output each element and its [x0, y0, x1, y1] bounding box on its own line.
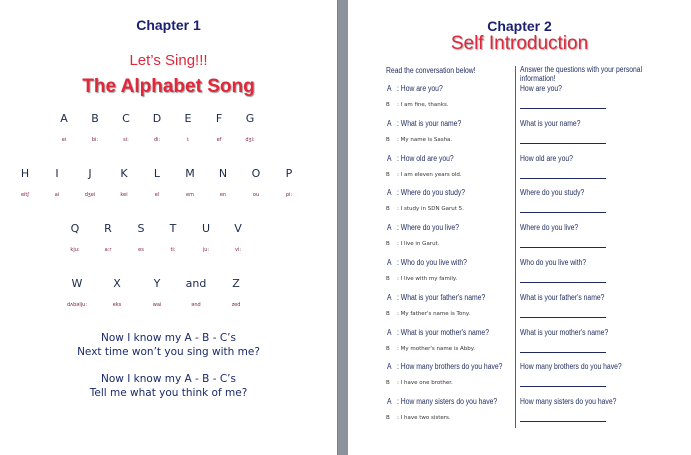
answer-b: : My name is Sasha.	[397, 136, 453, 143]
letter-pronunciation: bi:	[91, 137, 99, 143]
alphabet-letter: H	[20, 167, 30, 180]
answer-prompt: How many sisters do you have?	[520, 397, 617, 407]
answer-b: : My mother's name is Abby.	[397, 345, 475, 352]
letter-pronunciation: es	[138, 247, 144, 253]
answer-b: : I live in Garut.	[397, 241, 440, 248]
question-a: : Who do you live with?	[397, 258, 467, 267]
right-column-header: Answer the questions with your personal information!	[520, 65, 643, 83]
letter-pronunciation: ef	[216, 137, 222, 143]
answer-line-input[interactable]	[520, 352, 606, 353]
letter-pronunciation: ei	[61, 137, 67, 143]
alphabet-letter: Y	[153, 277, 161, 290]
answer-line-input[interactable]	[520, 282, 606, 283]
alphabet-letter: L	[153, 167, 161, 180]
alphabet-letter: O	[251, 167, 261, 180]
speaker-a-label: A	[387, 153, 392, 163]
alphabet-letter: N	[218, 167, 228, 180]
speaker-b-label: B	[386, 136, 390, 143]
letter-pronunciation: eitʃ	[20, 192, 30, 198]
alphabet-letter: Q	[70, 222, 80, 235]
answer-line-input[interactable]	[520, 317, 606, 318]
answer-prompt: What is your father's name?	[520, 292, 605, 302]
speaker-a-label: A	[387, 188, 392, 198]
letter-pronunciation: a:r	[104, 247, 112, 253]
alphabet-letter: R	[104, 222, 112, 235]
alphabet-letter: F	[215, 112, 223, 125]
alphabet-letter: K	[120, 167, 128, 180]
song-line: Now I know my A - B - C’s	[101, 332, 236, 344]
answer-b: : I have one brother.	[397, 380, 453, 387]
alphabet-letter: and	[185, 277, 207, 290]
letter-pronunciation: dʌbəlju:	[66, 302, 88, 308]
alphabet-letter: M	[185, 167, 195, 180]
letter-pronunciation: dʒei	[84, 192, 96, 198]
letter-pronunciation: ju:	[202, 247, 210, 253]
speaker-b-label: B	[386, 380, 390, 387]
alphabet-letter: W	[71, 277, 83, 290]
letter-pronunciation: si:	[123, 137, 129, 143]
answer-b: : I am fine, thanks.	[397, 102, 449, 108]
speaker-b-label: B	[386, 276, 390, 282]
letter-pronunciation: em	[186, 192, 194, 198]
letter-pronunciation: i:	[186, 137, 190, 143]
answer-prompt: What is your name?	[520, 118, 581, 128]
speaker-b-label: B	[386, 345, 390, 352]
question-a: : What is your father's name?	[397, 292, 486, 302]
answer-line-input[interactable]	[520, 386, 606, 387]
song-line: Now I know my A - B - C’s	[101, 373, 236, 385]
question-a: : What is your name?	[397, 118, 462, 128]
question-a: : Where do you study?	[397, 188, 466, 198]
answer-prompt: What is your mother's name?	[520, 327, 609, 337]
answer-prompt: How old are you?	[520, 153, 573, 163]
question-a: : How many sisters do you have?	[397, 397, 498, 407]
answer-prompt: Where do you live?	[520, 223, 579, 233]
alphabet-letter: J	[88, 167, 92, 180]
answer-line-input[interactable]	[520, 247, 606, 248]
song-line: Tell me what you think of me?	[89, 387, 248, 399]
alphabet-letter: V	[234, 222, 242, 235]
letter-pronunciation: eks	[112, 302, 122, 308]
chapter-1-heading: Chapter 1	[136, 17, 201, 33]
answer-b: : I have two sisters.	[397, 415, 451, 422]
speaker-b-label: B	[386, 206, 390, 213]
answer-prompt: How are you?	[520, 84, 562, 93]
answer-b: : I study in SDN Garut 5.	[397, 206, 464, 213]
answer-b: : I am eleven years old.	[397, 171, 462, 178]
alphabet-letter: T	[169, 222, 177, 235]
letter-pronunciation: ti:	[170, 247, 176, 253]
alphabet-letter: E	[184, 112, 192, 125]
alphabet-letter: G	[245, 112, 255, 125]
column-divider	[515, 66, 516, 428]
speaker-b-label: B	[386, 415, 390, 422]
alphabet-letter: C	[122, 112, 130, 125]
speaker-b-label: B	[386, 310, 390, 317]
alphabet-letter: B	[91, 112, 99, 125]
answer-prompt: How many brothers do you have?	[520, 362, 622, 372]
speaker-a-label: A	[387, 84, 392, 93]
speaker-a-label: A	[387, 397, 392, 407]
alphabet-letter: D	[152, 112, 162, 125]
question-a: : How are you?	[397, 84, 443, 93]
letter-pronunciation: kju:	[70, 247, 80, 253]
letter-pronunciation: kei	[120, 192, 128, 198]
answer-line-input[interactable]	[520, 143, 606, 144]
speaker-b-label: B	[386, 102, 390, 108]
letter-pronunciation: ai	[54, 192, 60, 198]
letter-pronunciation: pi:	[285, 192, 293, 198]
page-divider	[338, 0, 348, 455]
question-a: : Where do you live?	[397, 223, 459, 233]
letter-pronunciation: di:	[153, 137, 161, 143]
question-a: : What is your mother's name?	[397, 327, 489, 337]
alphabet-letter: U	[201, 222, 211, 235]
speaker-a-label: A	[387, 327, 392, 337]
lets-sing-subtitle: Let’s Sing!!!	[129, 52, 208, 69]
chapter-2-heading: Chapter 2	[487, 18, 552, 34]
speaker-b-label: B	[386, 241, 390, 248]
speaker-a-label: A	[387, 258, 392, 267]
speaker-a-label: A	[387, 223, 392, 233]
speaker-a-label: A	[387, 292, 392, 302]
answer-line-input[interactable]	[520, 421, 606, 422]
answer-line-input[interactable]	[520, 212, 606, 213]
page-chapter-1	[0, 0, 338, 455]
speaker-b-label: B	[386, 171, 390, 178]
letter-pronunciation: el	[154, 192, 160, 198]
answer-line-input[interactable]	[520, 108, 606, 109]
letter-pronunciation: zed	[231, 302, 241, 308]
question-a: : How many brothers do you have?	[397, 362, 503, 372]
self-introduction-title: Self Introduction	[450, 33, 589, 54]
answer-prompt: Who do you live with?	[520, 258, 587, 267]
letter-pronunciation: wai	[152, 302, 162, 308]
speaker-a-label: A	[387, 362, 392, 372]
question-a: : How old are you?	[397, 153, 454, 163]
answer-prompt: Where do you study?	[520, 188, 585, 198]
letter-pronunciation: ənd	[191, 302, 201, 308]
answer-b: : My father's name is Tony.	[397, 310, 471, 317]
letter-pronunciation: dʒi:	[245, 137, 255, 143]
alphabet-letter: P	[285, 167, 293, 180]
answer-line-input[interactable]	[520, 178, 606, 179]
alphabet-letter: X	[113, 277, 121, 290]
alphabet-letter: Z	[232, 277, 240, 290]
left-column-header: Read the conversation below!	[386, 66, 476, 75]
letter-pronunciation: vi:	[234, 247, 242, 253]
speaker-a-label: A	[387, 118, 392, 128]
song-line: Next time won’t you sing with me?	[77, 346, 260, 358]
alphabet-letter: S	[137, 222, 145, 235]
alphabet-letter: A	[60, 112, 68, 125]
letter-pronunciation: ou	[252, 192, 260, 198]
letter-pronunciation: en	[219, 192, 227, 198]
alphabet-letter: I	[55, 167, 59, 180]
answer-b: : I live with my family.	[397, 276, 458, 282]
alphabet-song-title: The Alphabet Song	[82, 76, 255, 97]
